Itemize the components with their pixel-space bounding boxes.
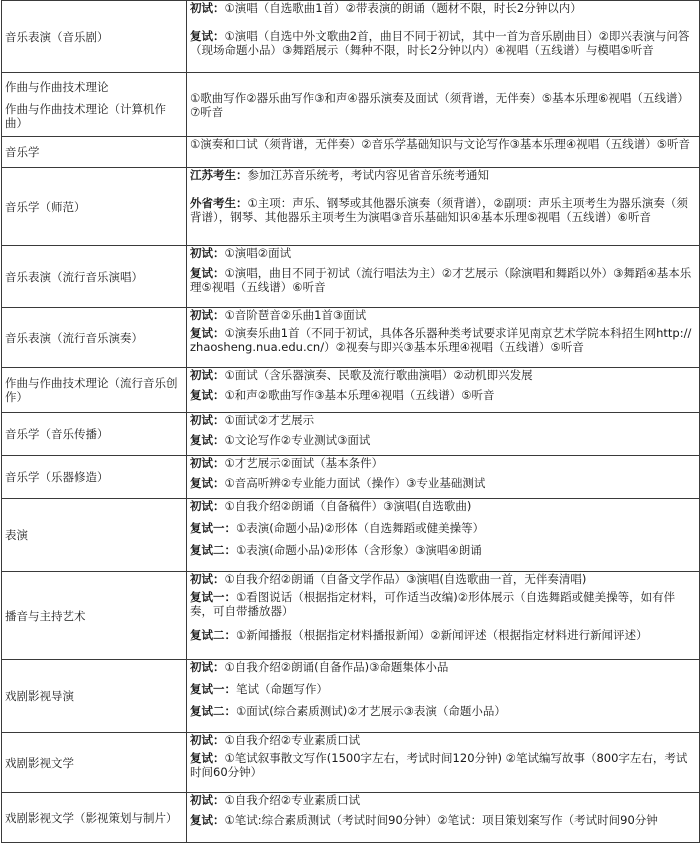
requirement-line <box>190 590 696 618</box>
major-cell <box>2 456 187 499</box>
stage-label: 初试： <box>190 660 225 674</box>
requirement-text: ①演唱（自选歌曲1首）②带表演的朗诵（题材不限，时长2分钟以内） <box>224 1 582 15</box>
requirements-cell <box>187 572 700 660</box>
table-row <box>2 308 700 368</box>
stage-label: 外省考生： <box>190 196 248 210</box>
major-cell <box>2 793 187 843</box>
admissions-table <box>1 0 700 843</box>
requirement-text: ①表演(命题小品)②形体（自选舞蹈或健美操等） <box>236 521 485 535</box>
requirement-text: ①演奏乐曲1首（不同于初试，具体各乐器种类考试要求详见南京艺术学院本科招生网http://zhaosheng.nua.edu.cn/）②视奏与即兴③基本乐理④视唱（五线谱）⑤听音 <box>190 326 692 354</box>
stage-label: 复试一： <box>190 590 236 604</box>
stage-label: 复试二： <box>190 704 236 718</box>
requirements-cell <box>187 137 700 168</box>
table-row <box>2 456 700 499</box>
requirement-line <box>190 388 696 402</box>
requirement-text: ①演奏和口试（须背谱，无伴奏）②音乐学基础知识与文论写作③基本乐理④视唱（五线谱）⑤听音 <box>190 137 691 151</box>
major-cell <box>2 499 187 572</box>
requirement-line <box>190 476 696 490</box>
requirement-text: ①自我介绍②朗诵（自备稿件）③演唱(自选歌曲) <box>224 499 472 513</box>
stage-label: 初试： <box>190 499 225 513</box>
requirement-line <box>190 168 696 182</box>
stage-label: 复试： <box>190 29 225 43</box>
table-row <box>2 168 700 246</box>
requirements-cell <box>187 73 700 137</box>
stage-label: 复试： <box>190 433 225 447</box>
requirement-line <box>190 660 696 674</box>
stage-label: 复试一： <box>190 521 236 535</box>
major-cell <box>2 1 187 73</box>
requirements-cell <box>187 660 700 733</box>
major-cell <box>2 246 187 308</box>
requirement-line <box>190 456 696 470</box>
stage-label: 复试二： <box>190 543 236 557</box>
stage-label: 初试： <box>190 368 225 382</box>
requirement-text: ①新闻播报（根据指定材料播报新闻）②新闻评述（根据指定材料进行新闻评述） <box>236 628 648 642</box>
requirement-line <box>190 433 696 447</box>
stage-label: 初试： <box>190 246 225 260</box>
requirement-line <box>190 521 696 535</box>
table-row <box>2 660 700 733</box>
table-row <box>2 413 700 456</box>
requirement-line <box>190 196 696 224</box>
requirement-text: ①自我介绍②专业素质口试 <box>224 793 361 807</box>
requirements-cell <box>187 456 700 499</box>
stage-label: 初试： <box>190 793 225 807</box>
requirement-text: ①笔试:综合素质测试（考试时间90分钟）②笔试：项目策划案写作（考试时间90分钟 <box>224 813 658 827</box>
requirement-line <box>190 572 696 586</box>
requirement-text: ①歌曲写作②器乐曲写作③和声④器乐演奏及面试（须背谱，无伴奏）⑤基本乐理⑥视唱（五线谱）⑦听音 <box>190 90 689 119</box>
requirement-text: ①演唱（自选中外文歌曲2首，曲目不同于初试，其中一首为音乐剧曲目）②即兴表演与问答（现场命题小品）③舞蹈展示（舞种不限，时长2分钟以内）④视唱（五线谱）与模唱⑤听音 <box>190 29 690 57</box>
requirement-text: ①自我介绍②专业素质口试 <box>224 733 361 747</box>
requirement-text: ①文论写作②专业测试③面试 <box>224 433 371 447</box>
table-row <box>2 572 700 660</box>
major-name: 戏剧影视文学 <box>5 755 74 770</box>
requirement-text: ①才艺展示②面试（基本条件） <box>224 456 384 470</box>
requirement-text: ①面试②才艺展示 <box>224 413 315 427</box>
requirements-cell <box>187 368 700 413</box>
requirement-text: ①看图说话（根据指定材料，可作适当改编)②形体展示（自选舞蹈或健美操等，如有伴奏，可自带播放器） <box>190 590 676 618</box>
requirement-line <box>190 499 696 513</box>
requirement-text: ①主项：声乐、钢琴或其他器乐演奏（须背谱），②副项：声乐主项考生为器乐演奏（须背谱），钢琴、其他器乐主项考生为演唱③音乐基础知识④基本乐理⑤视唱（五线谱）⑥听音 <box>190 196 688 224</box>
requirement-text: ①演唱②面试 <box>224 246 292 260</box>
major-name: 作曲与作曲技术理论（流行音乐创作） <box>5 376 178 404</box>
requirement-text: ①面试（含乐器演奏、民歌及流行歌曲演唱）②动机即兴发展 <box>224 368 533 382</box>
major-name: 音乐学（乐器修造） <box>5 470 109 484</box>
requirement-text: ①自我介绍②朗诵（自备文学作品）③演唱(自选歌曲一首，无伴奏清唱) <box>224 572 587 586</box>
major-name: 播音与主持艺术 <box>5 608 86 623</box>
requirement-line <box>190 793 696 807</box>
requirement-text: ①笔试叙事散文写作(1500字左右，考试时间120分钟) ②笔试编写故事（800字左右，考试时间60分钟） <box>190 751 688 779</box>
major-name: 音乐表演（音乐剧） <box>5 29 109 44</box>
stage-label: 复试： <box>190 813 225 827</box>
requirement-line <box>190 368 696 382</box>
major-cell <box>2 413 187 456</box>
requirements-cell <box>187 733 700 793</box>
requirement-line <box>190 628 696 642</box>
requirement-line <box>190 413 696 427</box>
requirement-text: ①和声②歌曲写作③基本乐理④视唱（五线谱）⑤听音 <box>224 388 495 402</box>
major-cell <box>2 168 187 246</box>
table-row <box>2 1 700 73</box>
stage-label: 复试： <box>190 326 225 340</box>
requirement-text: ①音阶琶音②乐曲1首③面试 <box>224 308 367 322</box>
major-cell <box>2 572 187 660</box>
stage-label: 复试： <box>190 266 225 280</box>
table-row <box>2 793 700 843</box>
stage-label: 初试： <box>190 413 225 427</box>
table-row <box>2 246 700 308</box>
requirement-text: 参加江苏音乐统考，考试内容见省音乐统考通知 <box>247 168 489 182</box>
major-cell <box>2 308 187 368</box>
table-row <box>2 733 700 793</box>
requirements-cell <box>187 308 700 368</box>
requirement-text: 笔试（命题写作） <box>236 682 328 696</box>
major-name: 作曲与作曲技术理论 <box>5 79 109 94</box>
requirement-line <box>190 266 696 294</box>
stage-label: 初试： <box>190 456 225 470</box>
stage-label: 初试： <box>190 308 225 322</box>
stage-label: 复试： <box>190 388 225 402</box>
requirements-cell <box>187 168 700 246</box>
major-cell <box>2 73 187 137</box>
requirement-line <box>190 308 696 322</box>
stage-label: 初试： <box>190 733 225 747</box>
requirement-text: ①演唱，曲目不同于初试（流行唱法为主）②才艺展示（除演唱和舞蹈以外）③舞蹈④基本乐理⑤视唱（五线谱）⑥听音 <box>190 266 692 294</box>
requirement-line <box>190 682 696 696</box>
stage-label: 复试二： <box>190 628 236 642</box>
requirements-cell <box>187 413 700 456</box>
major-cell <box>2 368 187 413</box>
requirement-line <box>190 326 696 354</box>
requirements-cell <box>187 1 700 73</box>
requirement-line <box>190 29 696 57</box>
requirement-text: ①音高听辨②专业能力面试（操作）③专业基础测试 <box>224 476 486 490</box>
requirements-cell <box>187 793 700 843</box>
requirement-text: ①自我介绍②朗诵(自备作品)③命题集体小品 <box>224 660 449 674</box>
major-name: 音乐表演（流行音乐演唱） <box>5 269 143 284</box>
requirement-line <box>190 704 696 718</box>
table-row <box>2 73 700 137</box>
major-name: 戏剧影视导演 <box>5 689 74 703</box>
major-name: 音乐学（师范） <box>5 199 86 214</box>
stage-label: 初试： <box>190 1 225 15</box>
requirement-line <box>190 751 696 779</box>
major-name-secondary: 作曲与作曲技术理论（计算机作曲） <box>5 101 166 130</box>
major-name: 音乐学（音乐传播） <box>5 427 109 441</box>
major-name: 音乐表演（流行音乐演奏） <box>5 330 143 345</box>
stage-label: 江苏考生： <box>190 168 248 182</box>
requirement-line <box>190 1 696 15</box>
requirement-text: ①面试(综合素质测试)②才艺展示③表演（命题小品） <box>236 704 506 718</box>
table-row <box>2 137 700 168</box>
major-cell <box>2 733 187 793</box>
requirement-line <box>190 91 696 119</box>
major-cell <box>2 660 187 733</box>
requirement-line <box>190 813 696 827</box>
table-row <box>2 499 700 572</box>
requirements-cell <box>187 246 700 308</box>
requirement-text: ①表演(命题小品)②形体（含形象）③演唱④朗诵 <box>236 543 482 557</box>
table-row <box>2 368 700 413</box>
requirement-line <box>190 733 696 747</box>
major-cell <box>2 137 187 168</box>
stage-label: 复试： <box>190 476 225 490</box>
stage-label: 复试： <box>190 751 225 765</box>
stage-label: 初试： <box>190 572 225 586</box>
requirement-line <box>190 246 696 260</box>
major-name: 戏剧影视文学（影视策划与制片） <box>5 810 178 825</box>
requirements-cell <box>187 499 700 572</box>
major-name: 音乐学 <box>5 145 40 159</box>
stage-label: 复试一： <box>190 682 236 696</box>
requirement-line <box>190 543 696 557</box>
major-name: 表演 <box>5 528 28 542</box>
requirement-line <box>190 137 696 151</box>
